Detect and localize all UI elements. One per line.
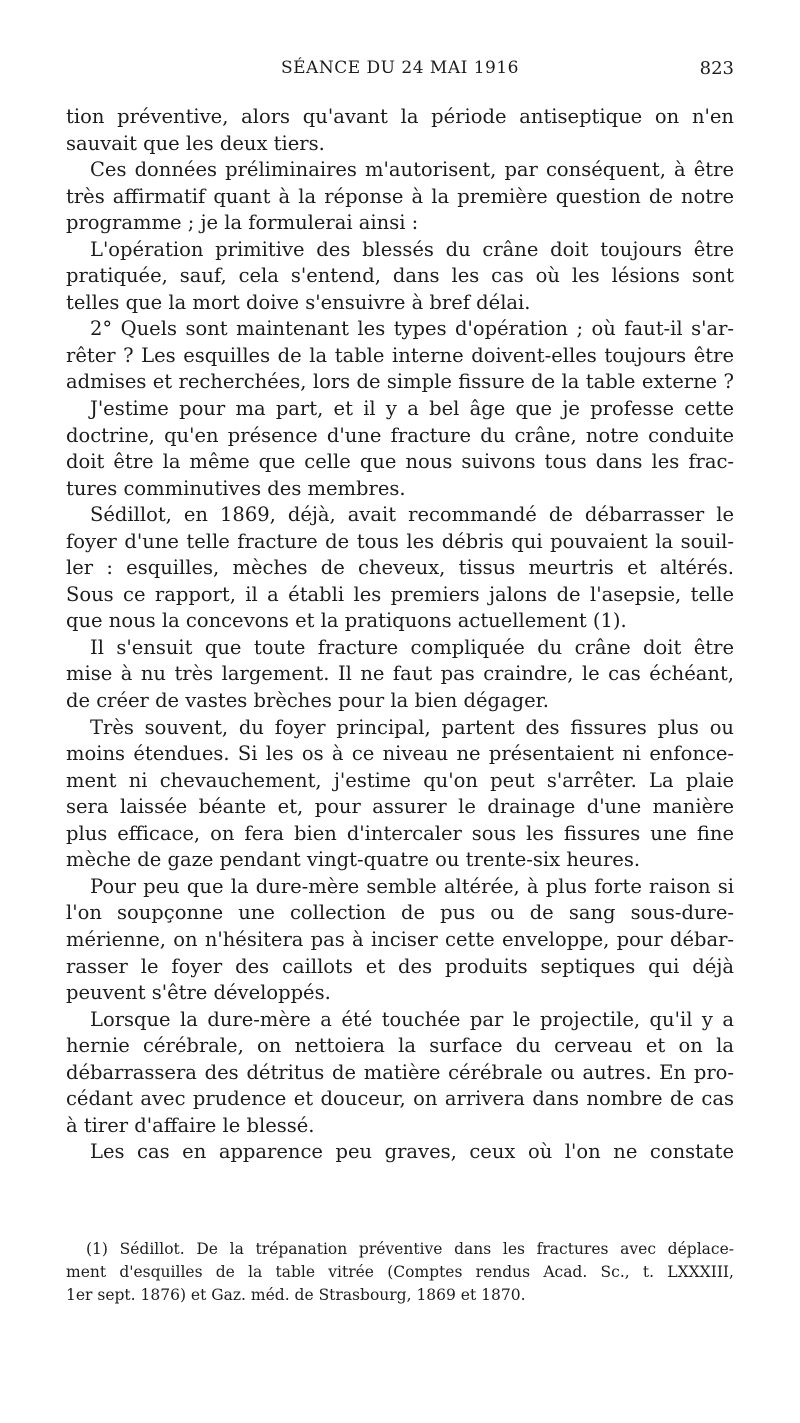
running-title: SÉANCE DU 24 MAI 1916 <box>281 58 519 78</box>
text-line: mérienne, on n'hésitera pas à inciser cette enveloppe, pour débar- <box>66 927 734 951</box>
text-line: J'estime pour ma part, et il y a bel âge que je professe cette <box>90 397 734 421</box>
text-line: sera laissée béante et, pour assurer le drainage d'une manière <box>66 795 734 819</box>
text-line: de créer de vastes brèches pour la bien dégager. <box>66 689 549 713</box>
text-line: ment ni chevauchement, j'estime qu'on peut s'arrêter. La plaie <box>66 768 734 792</box>
text-line: tion préventive, alors qu'avant la période antiseptique on n'en <box>66 105 734 128</box>
text-line: Très souvent, du foyer principal, partent des fissures plus ou <box>90 715 734 739</box>
text-line: Sous ce rapport, il a établi les premiers jalons de l'asepsie, telle <box>66 582 734 606</box>
text-line: débarrassera des détritus de matière cérébrale ou autres. En pro- <box>66 1060 734 1084</box>
text-line: telles que la mort doive s'ensuivre à bref délai. <box>66 290 531 314</box>
text-line: que nous la concevons et la pratiquons actuellement (1). <box>66 609 627 633</box>
text-line: doctrine, qu'en présence d'une fracture du crâne, notre conduite <box>66 423 734 447</box>
text-line: foyer d'une telle fracture de tous les débris qui pouvaient la souil- <box>66 529 734 553</box>
text-line: ler : esquilles, mèches de cheveux, tissus meurtris et altérés. <box>66 556 734 580</box>
text-line: Sédillot, en 1869, déjà, avait recommandé de débarrasser le <box>90 503 734 527</box>
text-line: mise à nu très largement. Il ne faut pas craindre, le cas échéant, <box>66 662 734 686</box>
text-line: sauvait que les deux tiers. <box>66 131 325 155</box>
text-line: doit être la même que celle que nous suivons tous dans les frac- <box>66 450 734 474</box>
text-line: très affirmatif quant à la réponse à la première question de notre <box>66 184 734 208</box>
text-line: rêter ? Les esquilles de la table interne doivent-elles toujours être <box>66 343 734 367</box>
text-line: l'on soupçonne une collection de pus ou de sang sous-dure- <box>66 901 734 925</box>
text-line: 2° Quels sont maintenant les types d'opération ; où faut-il s'ar- <box>90 317 734 341</box>
text-line: à tirer d'affaire le blessé. <box>66 1113 315 1137</box>
footnote-line: 1er sept. 1876) et Gaz. méd. de Strasbourg, 1869 et 1870. <box>66 1286 526 1304</box>
page-number: 823 <box>699 58 734 79</box>
text-line: Pour peu que la dure-mère semble altérée, à plus forte raison si <box>90 874 734 898</box>
text-line: Les cas en apparence peu graves, ceux où l'on ne constate <box>90 1140 734 1164</box>
footnote-line: ment d'esquilles de la table vitrée (Comptes rendus Acad. Sc., t. LXXXIII, <box>66 1263 734 1281</box>
text-line: plus efficace, on fera bien d'intercaler sous les fissures une fine <box>66 821 734 845</box>
text-line: hernie cérébrale, on nettoiera la surface du cerveau et on la <box>66 1034 734 1058</box>
text-line: programme ; je la formulerai ainsi : <box>66 211 419 235</box>
footnotes <box>66 1238 734 1307</box>
text-line: cédant avec prudence et douceur, on arrivera dans nombre de cas <box>66 1087 734 1111</box>
text-line: tures comminutives des membres. <box>66 476 406 500</box>
body-text <box>66 104 734 1166</box>
text-line: Il s'ensuit que toute fracture compliquée du crâne doit être <box>90 635 734 659</box>
text-line: Ces données préliminaires m'autorisent, par conséquent, à être <box>90 158 734 182</box>
text-line: L'opération primitive des blessés du crâne doit toujours être <box>90 237 734 261</box>
text-line: Lorsque la dure-mère a été touchée par le projectile, qu'il y a <box>90 1007 734 1031</box>
page-header <box>66 58 734 88</box>
text-line: peuvent s'être développés. <box>66 981 331 1005</box>
text-line: pratiquée, sauf, cela s'entend, dans les cas où les lésions sont <box>66 264 734 288</box>
text-line: rasser le foyer des caillots et des produits septiques qui déjà <box>66 954 734 978</box>
footnote-line: (1) Sédillot. De la trépanation préventive dans les fractures avec déplace- <box>86 1240 734 1258</box>
text-line: mèche de gaze pendant vingt-quatre ou trente-six heures. <box>66 848 641 872</box>
text-line: moins étendues. Si les os à ce niveau ne présentaient ni enfonce- <box>66 742 734 766</box>
text-line: admises et recherchées, lors de simple fissure de la table externe ? <box>66 370 734 394</box>
